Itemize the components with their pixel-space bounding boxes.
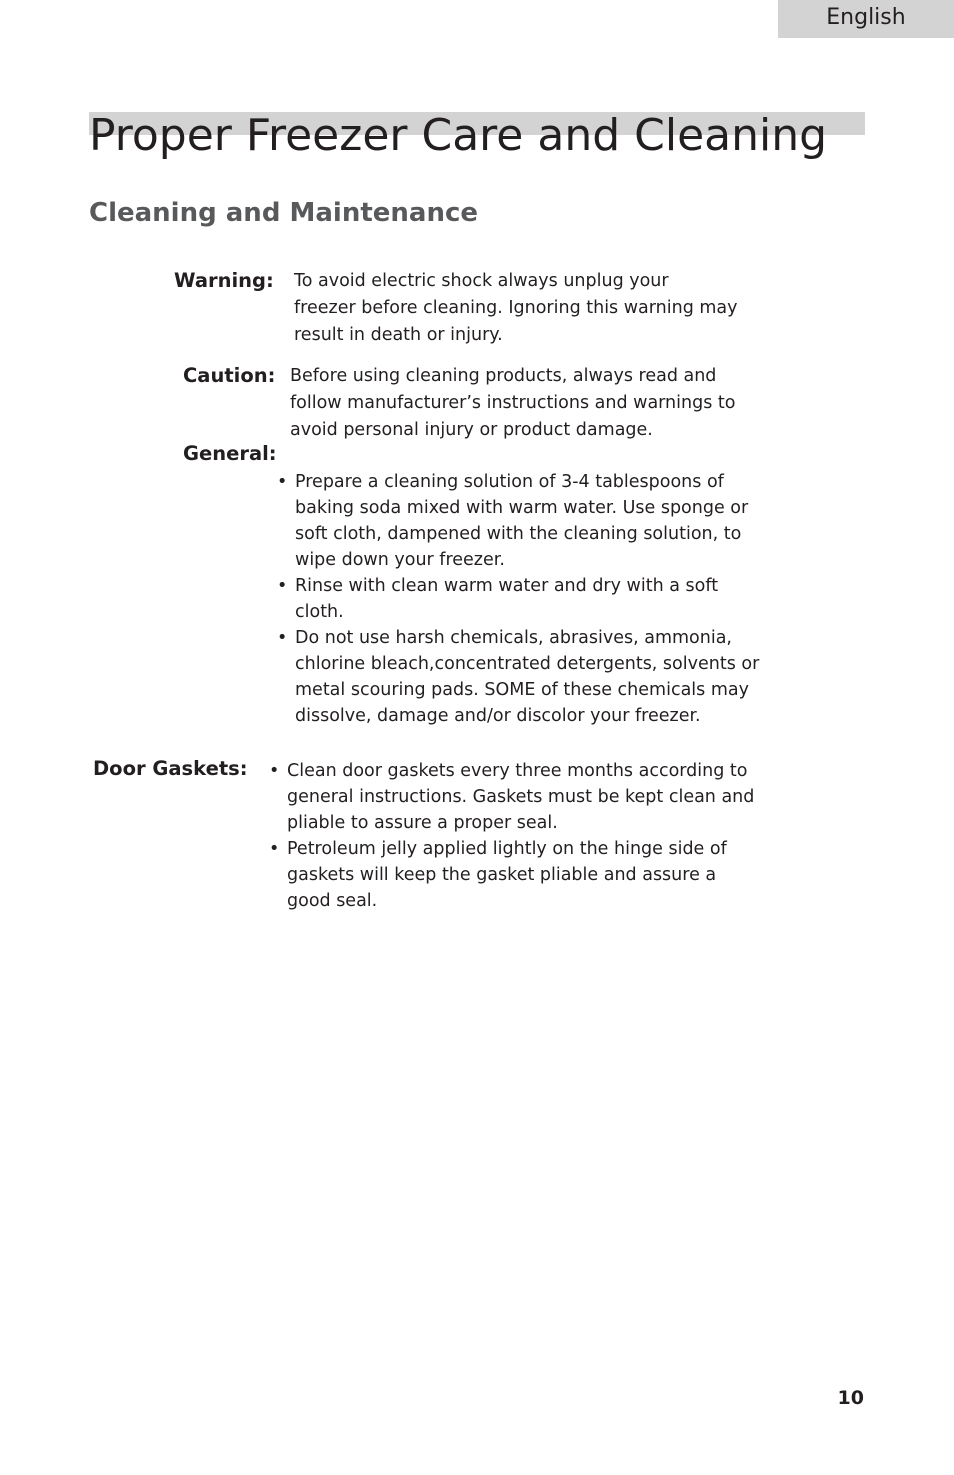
- page-title: Proper Freezer Care and Cleaning: [89, 110, 828, 161]
- language-tab: English: [778, 0, 954, 38]
- bullet-marker: •: [269, 761, 280, 781]
- list-item-line: Rinse with clean warm water and dry with a soft: [295, 576, 719, 596]
- bullet-marker: •: [277, 472, 288, 492]
- caution-line: avoid personal injury or product damage.: [290, 420, 653, 440]
- caution-line: Before using cleaning products, always read and: [290, 366, 717, 386]
- list-item-line: Petroleum jelly applied lightly on the hinge side of: [287, 839, 727, 859]
- list-item-line: metal scouring pads. SOME of these chemicals may: [295, 680, 749, 700]
- warning-label: Warning:: [174, 269, 274, 292]
- caution-text: [290, 363, 735, 444]
- list-item-line: baking soda mixed with warm water. Use sponge or: [295, 498, 749, 518]
- list-item: [269, 836, 754, 914]
- list-item: [277, 625, 759, 729]
- section-heading: Cleaning and Maintenance: [89, 198, 478, 228]
- list-item: [277, 573, 759, 625]
- bullet-marker: •: [269, 839, 280, 859]
- list-item: [269, 758, 754, 836]
- list-item-line: Do not use harsh chemicals, abrasives, ammonia,: [295, 628, 732, 648]
- door-gaskets-bullet-list: [269, 758, 754, 914]
- list-item-line: pliable to assure a proper seal.: [287, 813, 558, 833]
- list-item-line: Prepare a cleaning solution of 3-4 tablespoons of: [295, 472, 724, 492]
- general-bullet-list: [277, 469, 759, 729]
- list-item-line: good seal.: [287, 891, 378, 911]
- warning-text: [294, 268, 738, 349]
- list-item-line: cloth.: [295, 602, 344, 622]
- caution-label: Caution:: [183, 364, 276, 387]
- list-item-line: soft cloth, dampened with the cleaning solution, to: [295, 524, 742, 544]
- caution-line: follow manufacturer’s instructions and warnings to: [290, 393, 736, 413]
- list-item: [277, 469, 759, 573]
- page-number: 10: [837, 1387, 864, 1409]
- list-item-line: dissolve, damage and/or discolor your freezer.: [295, 706, 701, 726]
- warning-line: result in death or injury.: [294, 325, 503, 345]
- list-item-line: wipe down your freezer.: [295, 550, 505, 570]
- list-item-line: gaskets will keep the gasket pliable and assure a: [287, 865, 717, 885]
- general-label: General:: [183, 442, 277, 465]
- warning-line: freezer before cleaning. Ignoring this warning may: [294, 298, 738, 318]
- list-item-line: chlorine bleach,concentrated detergents, solvents or: [295, 654, 760, 674]
- door-gaskets-label: Door Gaskets:: [93, 757, 248, 780]
- list-item-line: general instructions. Gaskets must be kept clean and: [287, 787, 755, 807]
- bullet-marker: •: [277, 628, 288, 648]
- list-item-line: Clean door gaskets every three months according to: [287, 761, 748, 781]
- warning-line: To avoid electric shock always unplug your: [294, 271, 669, 291]
- bullet-marker: •: [277, 576, 288, 596]
